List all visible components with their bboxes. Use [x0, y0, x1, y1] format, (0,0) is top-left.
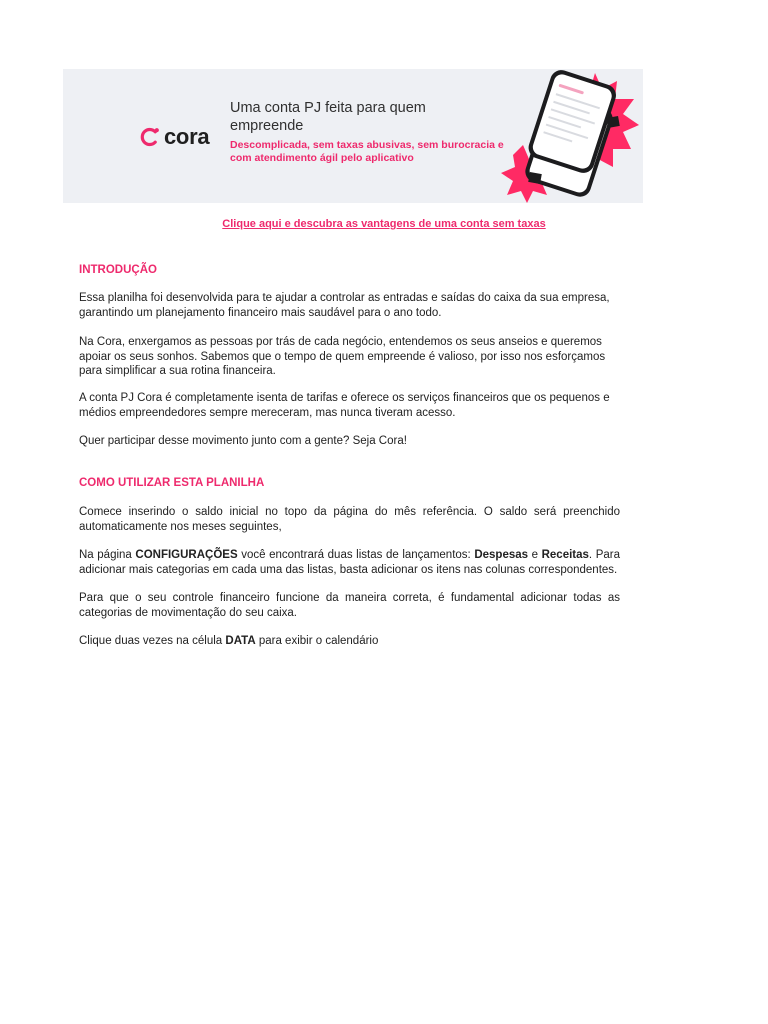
- usage-paragraph-1: Comece inserindo o saldo inicial no topo da página do mês referência. O saldo será preenchido automaticamente nos meses seguintes,: [79, 506, 620, 533]
- intro-paragraph-4: Quer participar desse movimento junto com a gente? Seja Cora!: [79, 435, 407, 447]
- banner-title: Uma conta PJ feita para quem empreende: [230, 100, 426, 134]
- configuracoes-term: CONFIGURAÇÕES: [135, 549, 238, 561]
- logo-text: cora: [164, 124, 210, 149]
- promo-banner[interactable]: [63, 69, 643, 203]
- usage-paragraph-4: Clique duas vezes na célula DATA para exibir o calendário: [79, 635, 379, 647]
- cora-logo-icon: [139, 126, 161, 148]
- receitas-term: Receitas: [541, 549, 589, 561]
- usage-paragraph-2: Na página CONFIGURAÇÕES você encontrará duas listas de lançamentos: Despesas e Receitas. Para adicionar mais categorias em cada uma das listas, basta adicionar os itens nas colunas correspondentes.: [79, 549, 620, 576]
- usage-heading: COMO UTILIZAR ESTA PLANILHA: [79, 477, 265, 489]
- intro-paragraph-1: Essa planilha foi desenvolvida para te ajudar a controlar as entradas e saídas do caixa da sua empresa, garantindo um planejamento financeiro mais saudável para o ano todo.: [79, 292, 610, 319]
- intro-paragraph-3: A conta PJ Cora é completamente isenta de tarifas e oferece os serviços financeiros que os pequenos e médios empreendedores sempre mereceram, mas nunca tiveram acesso.: [79, 392, 610, 419]
- intro-paragraph-2: Na Cora, enxergamos as pessoas por trás de cada negócio, entendemos os seus anseios e queremos apoiar os seus sonhos. Sabemos que o tempo de quem empreende é valioso, por isso nos esforçamos para simplificar a sua rotina financeira.: [79, 336, 606, 377]
- cora-logo: [139, 123, 209, 151]
- data-term: DATA: [225, 635, 256, 647]
- despesas-term: Despesas: [474, 549, 529, 561]
- banner-subtitle: Descomplicada, sem taxas abusivas, sem burocracia e com atendimento ágil pelo aplicativo: [230, 139, 504, 164]
- intro-heading: INTRODUÇÃO: [79, 264, 157, 276]
- promo-link[interactable]: Clique aqui e descubra as vantagens de uma conta sem taxas: [222, 218, 546, 230]
- usage-paragraph-3: Para que o seu controle financeiro funcione da maneira correta, é fundamental adicionar todas as categorias de movimentação do seu caixa.: [79, 592, 620, 619]
- phones-illustration: [499, 69, 643, 203]
